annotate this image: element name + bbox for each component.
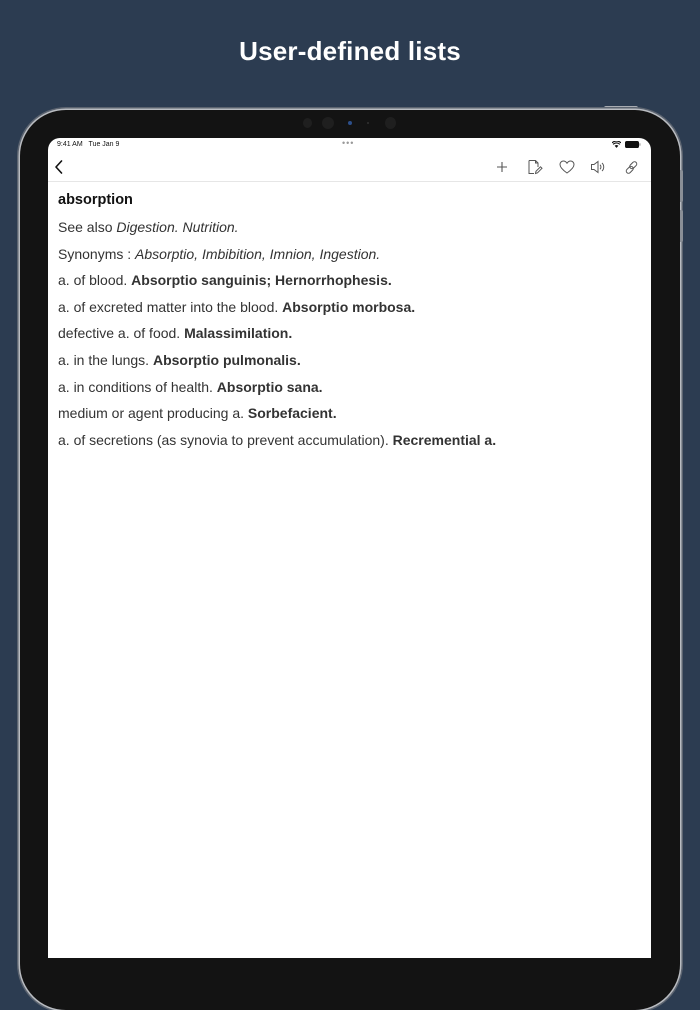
entry-line: a. in conditions of health. Absorptio sana.: [58, 378, 323, 395]
entry-line: medium or agent producing a. Sorbefacient.: [58, 405, 337, 422]
back-button[interactable]: [48, 156, 70, 178]
camera-sensor: [303, 118, 312, 128]
note-edit-icon: [527, 159, 543, 175]
status-bar: [48, 138, 651, 152]
entry-content: [58, 192, 641, 458]
synonyms-list: Absorptio, Imbibition, Imnion, Ingestion.: [135, 245, 381, 262]
pronounce-button[interactable]: [587, 156, 609, 178]
multitask-dots[interactable]: •••: [342, 138, 355, 148]
entry-headword: absorption: [58, 192, 133, 208]
entry-line: a. of blood. Absorptio sanguinis; Hernorrhophesis.: [58, 272, 392, 289]
time-text: 9:41 AM: [57, 141, 83, 148]
app-screen: [48, 138, 651, 958]
term-translation: Absorptio pulmonalis.: [152, 351, 301, 368]
term-translation: Recremential a.: [392, 431, 497, 448]
device-volume-down-button: [680, 210, 683, 242]
entry-line: a. of excreted matter into the blood. Absorptio morbosa.: [58, 298, 416, 315]
edit-note-button[interactable]: [524, 156, 546, 178]
share-link-button[interactable]: [620, 156, 642, 178]
term-translation: Sorbefacient.: [247, 405, 337, 422]
date-text: Tue Jan 9: [88, 141, 120, 148]
entry-line: a. of secretions (as synovia to prevent accumulation). Recremential a.: [58, 431, 497, 448]
add-to-list-button[interactable]: [491, 156, 513, 178]
device-volume-up-button: [680, 170, 683, 202]
term-translation: Malassimilation.: [184, 325, 293, 342]
status-indicators: [612, 141, 641, 148]
camera-indicator: [348, 121, 352, 125]
camera-lens-2: [385, 117, 396, 129]
entry-line: See also Digestion. Nutrition.: [58, 219, 239, 235]
camera-lens: [322, 117, 334, 129]
toolbar: [48, 152, 651, 182]
chevron-left-icon: [54, 160, 64, 174]
plus-icon: [496, 161, 508, 173]
speaker-icon: [590, 160, 606, 174]
status-time: [57, 141, 119, 148]
term-translation: Absorptio morbosa.: [282, 298, 416, 315]
favorite-button[interactable]: [556, 156, 578, 178]
term-translation: Absorptio sanguinis; Hernorrhophesis.: [131, 272, 392, 289]
entry-line: Synonyms : Absorptio, Imbibition, Imnion, Ingestion.: [58, 245, 381, 262]
camera-sensor-small: [367, 122, 369, 124]
battery-icon: [625, 141, 641, 148]
entry-line: defective a. of food. Malassimilation.: [58, 325, 293, 342]
promo-title: User-defined lists: [239, 36, 461, 66]
entry-line: a. in the lungs. Absorptio pulmonalis.: [58, 351, 301, 368]
term-translation: Absorptio sana.: [216, 378, 323, 395]
cross-reference-link[interactable]: Digestion. Nutrition.: [116, 219, 239, 235]
link-icon: [624, 160, 639, 175]
camera-array: [300, 117, 400, 131]
wifi-icon: [612, 141, 621, 148]
heart-icon: [559, 160, 575, 174]
